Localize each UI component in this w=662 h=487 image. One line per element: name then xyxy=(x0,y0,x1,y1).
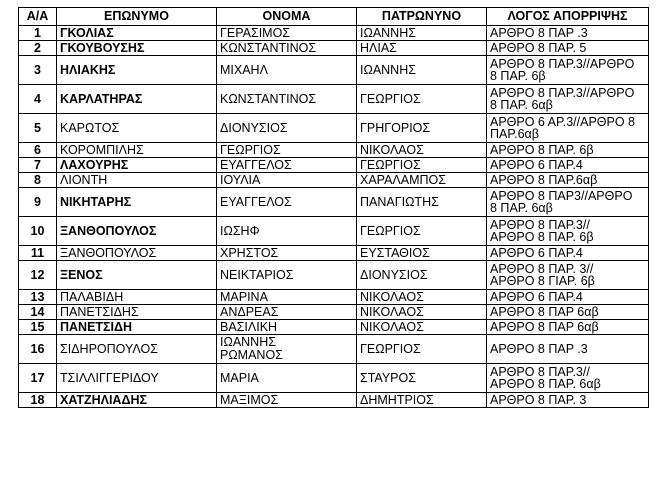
table-row xyxy=(19,114,649,143)
row-number: 2 xyxy=(19,41,57,56)
row-number: 3 xyxy=(19,56,57,85)
first-name-cell: ΒΑΣΙΛΙΚΗ xyxy=(217,320,357,335)
rejection-reason-cell: ΑΡΘΡΟ 6 ΠΑΡ.4 xyxy=(487,246,649,261)
surname-cell: ΗΛΙΑΚΗΣ xyxy=(57,56,217,85)
father-name-cell: ΙΩΑΝΝΗΣ xyxy=(357,56,487,85)
surname-cell: ΠΑΝΕΤΣΙΔΗ xyxy=(57,320,217,335)
row-number: 18 xyxy=(19,393,57,408)
first-name-cell: ΑΝΔΡΕΑΣ xyxy=(217,305,357,320)
row-number: 11 xyxy=(19,246,57,261)
row-number: 17 xyxy=(19,364,57,393)
surname-cell: ΧΑΤΖΗΛΙΑΔΗΣ xyxy=(57,393,217,408)
surname-cell: ΓΚΟΛΙΑΣ xyxy=(57,26,217,41)
row-number: 7 xyxy=(19,158,57,173)
table-row xyxy=(19,56,649,85)
row-number: 15 xyxy=(19,320,57,335)
first-name-cell: ΧΡΗΣΤΟΣ xyxy=(217,246,357,261)
rejection-reason-cell: ΑΡΘΡΟ 8 ΠΑΡ.3// ΑΡΘΡΟ 8 ΠΑΡ. 6β xyxy=(487,217,649,246)
row-number: 14 xyxy=(19,305,57,320)
surname-cell: ΠΑΛΑΒΙΔΗ xyxy=(57,290,217,305)
header-name: ΟΝΟΜΑ xyxy=(217,8,357,26)
header-row xyxy=(19,8,649,26)
table-row xyxy=(19,188,649,217)
first-name-cell: ΙΟΥΛΙΑ xyxy=(217,173,357,188)
table-header xyxy=(19,8,649,26)
first-name-cell: ΕΥΑΓΓΕΛΟΣ xyxy=(217,158,357,173)
row-number: 1 xyxy=(19,26,57,41)
table-body xyxy=(19,26,649,408)
father-name-cell: ΓΕΩΡΓΙΟΣ xyxy=(357,85,487,114)
table-row xyxy=(19,246,649,261)
table-row xyxy=(19,305,649,320)
row-number: 10 xyxy=(19,217,57,246)
surname-cell: ΤΣΙΛΛΙΓΓΕΡΙΔΟΥ xyxy=(57,364,217,393)
surname-cell: ΣΙΔΗΡΟΠΟΥΛΟΣ xyxy=(57,335,217,364)
rejection-reason-cell: ΑΡΘΡΟ 8 ΠΑΡ .3 xyxy=(487,26,649,41)
surname-cell: ΚΟΡΟΜΠΙΛΗΣ xyxy=(57,143,217,158)
surname-cell: ΚΑΡΩΤΟΣ xyxy=(57,114,217,143)
first-name-cell: ΝΕΙΚΤΑΡΙΟΣ xyxy=(217,261,357,290)
father-name-cell: ΧΑΡΑΛΑΜΠΟΣ xyxy=(357,173,487,188)
table-row xyxy=(19,290,649,305)
rejection-reason-cell: ΑΡΘΡΟ 8 ΠΑΡ.6αβ xyxy=(487,173,649,188)
surname-cell: ΠΑΝΕΤΣΙΔΗΣ xyxy=(57,305,217,320)
rejection-reason-cell: ΑΡΘΡΟ 8 ΠΑΡ. 5 xyxy=(487,41,649,56)
surname-cell: ΞΑΝΘΟΠΟΥΛΟΣ xyxy=(57,246,217,261)
table-row xyxy=(19,364,649,393)
father-name-cell: ΣΤΑΥΡΟΣ xyxy=(357,364,487,393)
header-father-name: ΠΑΤΡΩΝΥΝΟ xyxy=(357,8,487,26)
surname-cell: ΚΑΡΛΑΤΗΡΑΣ xyxy=(57,85,217,114)
father-name-cell: ΝΙΚΟΛΑΟΣ xyxy=(357,143,487,158)
rejection-reason-cell: ΑΡΘΡΟ 8 ΠΑΡ 6αβ xyxy=(487,320,649,335)
first-name-cell: ΓΕΩΡΓΙΟΣ xyxy=(217,143,357,158)
rejection-reason-cell: ΑΡΘΡΟ 8 ΠΑΡ. 3// ΑΡΘΡΟ 8 ΓΙΑΡ. 6β xyxy=(487,261,649,290)
table-row xyxy=(19,85,649,114)
father-name-cell: ΓΕΩΡΓΙΟΣ xyxy=(357,217,487,246)
surname-cell: ΛΙΟΝΤΗ xyxy=(57,173,217,188)
table-row xyxy=(19,217,649,246)
row-number: 9 xyxy=(19,188,57,217)
first-name-cell: ΕΥΑΓΓΕΛΟΣ xyxy=(217,188,357,217)
father-name-cell: ΔΗΜΗΤΡΙΟΣ xyxy=(357,393,487,408)
first-name-cell: ΜΑΡΙΝΑ xyxy=(217,290,357,305)
table-row xyxy=(19,26,649,41)
row-number: 16 xyxy=(19,335,57,364)
rejection-reason-cell: ΑΡΘΡΟ 8 ΠΑΡ. 3 xyxy=(487,393,649,408)
first-name-cell: ΜΙΧΑΗΛ xyxy=(217,56,357,85)
rejection-reason-cell: ΑΡΘΡΟ 8 ΠΑΡ 6αβ xyxy=(487,305,649,320)
surname-cell: ΛΑΧΟΥΡΗΣ xyxy=(57,158,217,173)
header-rejection-reason: ΛΟΓΟΣ ΑΠΟΡΡΙΨΗΣ xyxy=(487,8,649,26)
rejection-reason-cell: ΑΡΘΡΟ 8 ΠΑΡ.3// ΑΡΘΡΟ 8 ΠΑΡ. 6αβ xyxy=(487,364,649,393)
rejection-reason-cell: ΑΡΘΡΟ 8 ΠΑΡ .3 xyxy=(487,335,649,364)
father-name-cell: ΗΛΙΑΣ xyxy=(357,41,487,56)
father-name-cell: ΝΙΚΟΛΑΟΣ xyxy=(357,305,487,320)
rejection-reason-cell: ΑΡΘΡΟ 8 ΠΑΡ.3//ΑΡΘΡΟ 8 ΠΑΡ. 6αβ xyxy=(487,85,649,114)
table-row xyxy=(19,320,649,335)
table-row xyxy=(19,393,649,408)
first-name-cell: ΙΩΑΝΝΗΣ ΡΩΜΑΝΟΣ xyxy=(217,335,357,364)
row-number: 5 xyxy=(19,114,57,143)
first-name-cell: ΚΩΝΣΤΑΝΤΙΝΟΣ xyxy=(217,85,357,114)
surname-cell: ΓΚΟΥΒΟΥΣΗΣ xyxy=(57,41,217,56)
first-name-cell: ΚΩΝΣΤΑΝΤΙΝΟΣ xyxy=(217,41,357,56)
father-name-cell: ΔΙΟΝΥΣΙΟΣ xyxy=(357,261,487,290)
table-row xyxy=(19,158,649,173)
first-name-cell: ΓΕΡΑΣΙΜΟΣ xyxy=(217,26,357,41)
surname-cell: ΞΑΝΘΟΠΟΥΛΟΣ xyxy=(57,217,217,246)
row-number: 12 xyxy=(19,261,57,290)
rejection-reason-cell: ΑΡΘΡΟ 8 ΠΑΡ.3//ΑΡΘΡΟ 8 ΠΑΡ. 6β xyxy=(487,56,649,85)
father-name-cell: ΙΩΑΝΝΗΣ xyxy=(357,26,487,41)
surname-cell: ΞΕΝΟΣ xyxy=(57,261,217,290)
rejection-reason-cell: ΑΡΘΡΟ 6 ΠΑΡ.4 xyxy=(487,158,649,173)
header-surname: ΕΠΩΝΥΜΟ xyxy=(57,8,217,26)
table-row xyxy=(19,335,649,364)
row-number: 4 xyxy=(19,85,57,114)
first-name-cell: ΜΑΞΙΜΟΣ xyxy=(217,393,357,408)
row-number: 6 xyxy=(19,143,57,158)
first-name-cell: ΜΑΡΙΑ xyxy=(217,364,357,393)
row-number: 13 xyxy=(19,290,57,305)
father-name-cell: ΓΕΩΡΓΙΟΣ xyxy=(357,158,487,173)
rejection-reason-cell: ΑΡΘΡΟ 8 ΠΑΡ. 6β xyxy=(487,143,649,158)
father-name-cell: ΓΡΗΓΟΡΙΟΣ xyxy=(357,114,487,143)
father-name-cell: ΠΑΝΑΓΙΩΤΗΣ xyxy=(357,188,487,217)
table-row xyxy=(19,173,649,188)
table-row xyxy=(19,41,649,56)
table-row xyxy=(19,143,649,158)
rejection-reason-cell: ΑΡΘΡΟ 8 ΠΑΡ3//ΑΡΘΡΟ 8 ΠΑΡ. 6αβ xyxy=(487,188,649,217)
surname-cell: ΝΙΚΗΤΑΡΗΣ xyxy=(57,188,217,217)
rejection-reason-cell: ΑΡΘΡΟ 6 ΠΑΡ.4 xyxy=(487,290,649,305)
father-name-cell: ΕΥΣΤΑΘΙΟΣ xyxy=(357,246,487,261)
father-name-cell: ΓΕΩΡΓΙΟΣ xyxy=(357,335,487,364)
row-number: 8 xyxy=(19,173,57,188)
table-row xyxy=(19,261,649,290)
first-name-cell: ΔΙΟΝΥΣΙΟΣ xyxy=(217,114,357,143)
first-name-cell: ΙΩΣΗΦ xyxy=(217,217,357,246)
rejection-table xyxy=(18,7,649,408)
header-aa: Α/Α xyxy=(19,8,57,26)
father-name-cell: ΝΙΚΟΛΑΟΣ xyxy=(357,290,487,305)
father-name-cell: ΝΙΚΟΛΑΟΣ xyxy=(357,320,487,335)
rejection-reason-cell: ΑΡΘΡΟ 6 ΑΡ.3//ΑΡΘΡΟ 8 ΠΑΡ.6αβ xyxy=(487,114,649,143)
